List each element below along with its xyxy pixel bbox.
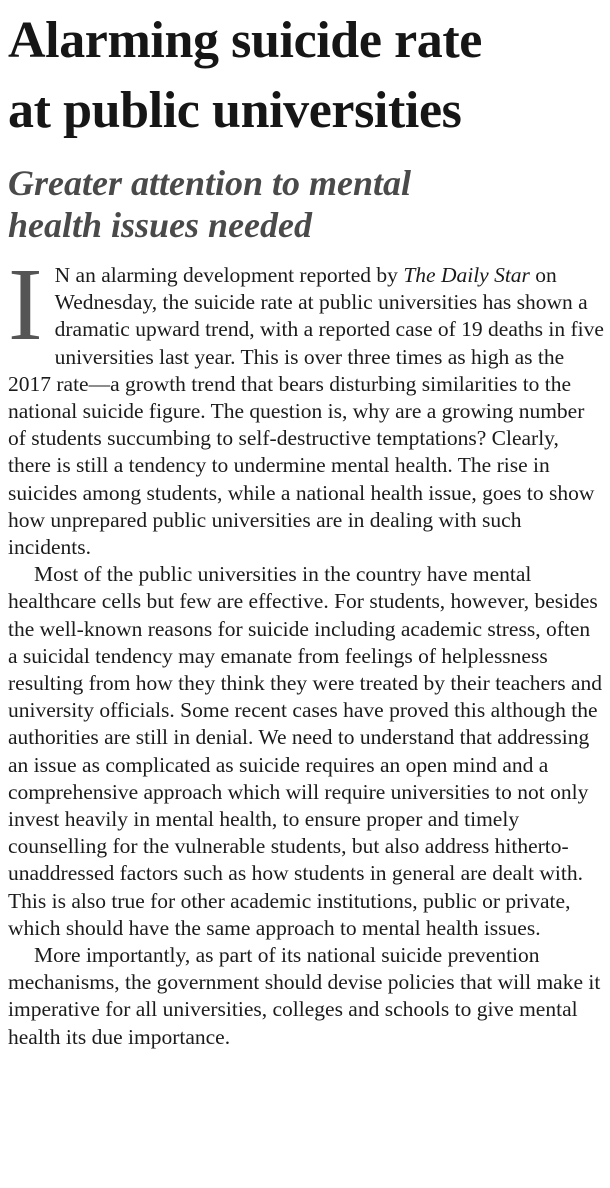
subheadline-line-2: health issues needed [8,205,313,245]
paragraph-3: More importantly, as part of its national suicide prevention mechanisms, the government should devise policies that will make it imperative for all universities, colleges and schools to give mental health its due importance. [8,943,601,1049]
headline-line-1: Alarming suicide rate [8,12,482,69]
publication-name: The Daily Star [403,263,530,287]
paragraph-1-text: on Wednesday, the suicide rate at public universities has shown a dramatic upward trend, with a reported case of 19 deaths in five universities last year. This is over three times as high as the 2017 rate—a growth trend that bears disturbing similarities to the national suicide figure. The question is, why are a growing number of students succumbing to self-destructive temptations? Clearly, there is still a tendency to undermine mental health. The rise in suicides among students, while a national health issue, goes to show how unprepared public universities are in dealing with such incidents. [8,263,604,560]
drop-cap: I [8,247,43,362]
paragraph-2: Most of the public universities in the country have mental healthcare cells but few are effective. For students, however, besides the well-known reasons for suicide including academic stress, often a suicidal tendency may emanate from feelings of helplessness resulting from how they think they were treated by their teachers and university officials. Some recent cases have proved this although the authorities are still in denial. We need to understand that addressing an issue as complicated as suicide requires an open mind and a comprehensive approach which will require universities to not only invest heavily in mental health, to ensure proper and timely counselling for the vulnerable students, but also address hitherto-unaddressed factors such as how students in general are dealt with. This is also true for other academic institutions, public or private, which should have the same approach to mental health issues. [8,562,603,940]
subheadline [8,162,604,246]
article-body [8,247,604,1051]
paragraph-1-lead: N an alarming development reported by [54,263,404,287]
paragraph-1 [8,247,604,561]
subheadline-line-1: Greater attention to mental [8,163,412,203]
headline-line-2: at public universities [8,82,462,139]
headline [8,6,604,146]
